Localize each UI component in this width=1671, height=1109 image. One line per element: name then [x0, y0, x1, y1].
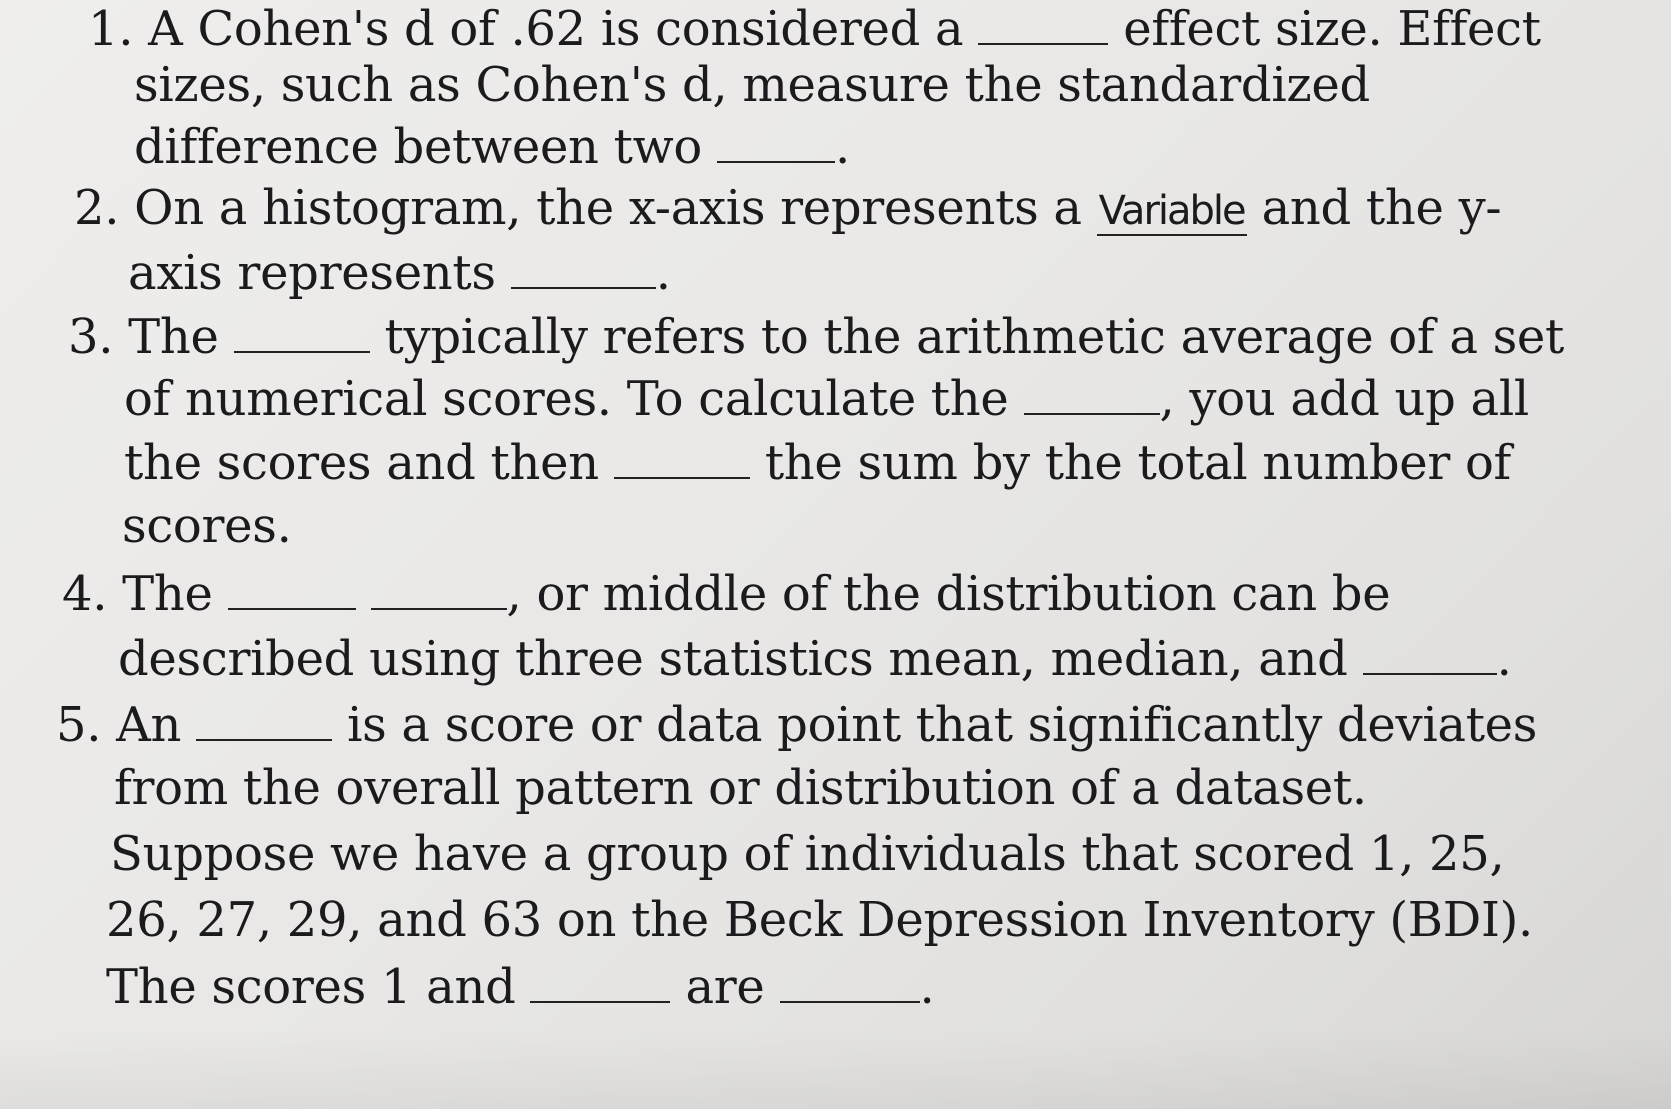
- q2-blank[interactable]: [511, 244, 656, 289]
- q2-text: On a histogram, the x-axis represents a: [134, 180, 1082, 236]
- q5-text: 26, 27, 29, and 63 on the Beck Depression Inventory (BDI).: [106, 892, 1533, 948]
- q5-blank-2[interactable]: [530, 958, 670, 1003]
- q4-blank-1b[interactable]: [371, 565, 507, 610]
- q5-text: are: [685, 959, 765, 1016]
- q5-number: 5.: [56, 697, 102, 754]
- q1-text: effect size. Effect: [1123, 1, 1541, 58]
- q1-line-2: [134, 57, 1370, 113]
- q1-blank-2[interactable]: [717, 118, 835, 163]
- q3-number: 3.: [68, 309, 114, 366]
- q3-text: of numerical scores. To calculate the: [124, 371, 1009, 428]
- q4-text: , or middle of the distribution can be: [506, 566, 1391, 623]
- q1-line-3: [134, 118, 850, 175]
- q3-text: The: [128, 309, 219, 366]
- q3-line-3: [124, 434, 1511, 491]
- q3-blank-2[interactable]: [1024, 370, 1160, 415]
- q1-blank-1[interactable]: [978, 0, 1108, 45]
- q4-line-1: [62, 565, 1390, 622]
- q4-blank-2[interactable]: [1363, 630, 1497, 675]
- q2-period: .: [655, 245, 671, 302]
- q5-text: The scores 1 and: [106, 959, 516, 1016]
- q2-line-1: [74, 180, 1501, 239]
- q3-text: , you add up all: [1159, 371, 1529, 428]
- q3-text: the sum by the total number of: [764, 435, 1512, 492]
- q1-text: difference between two: [134, 119, 702, 176]
- q3-blank-1[interactable]: [234, 308, 370, 353]
- q3-line-4: [122, 498, 292, 554]
- q5-line-3: [110, 826, 1505, 882]
- q1-period: .: [834, 119, 850, 176]
- q5-text: is a score or data point that significantly deviates: [347, 697, 1538, 754]
- q5-blank-3[interactable]: [780, 958, 920, 1003]
- q2-handwritten-answer: Variable: [1098, 188, 1245, 234]
- q4-text: The: [122, 566, 213, 623]
- q4-number: 4.: [62, 566, 108, 623]
- q5-text: An: [116, 697, 182, 754]
- q3-text: the scores and then: [124, 435, 599, 492]
- q2-line-2: [128, 244, 671, 301]
- page-shadow: [0, 1029, 1671, 1109]
- q3-line-1: [68, 308, 1564, 365]
- q5-period: .: [919, 959, 935, 1016]
- q2-text: and the y-: [1261, 180, 1502, 236]
- q1-number: 1.: [88, 1, 134, 58]
- q5-line-1: [56, 696, 1537, 753]
- q5-blank-1[interactable]: [196, 696, 332, 741]
- q3-text: typically refers to the arithmetic average of a set: [384, 309, 1565, 366]
- q5-line-4: [106, 892, 1533, 948]
- q4-text: described using three statistics mean, median, and: [118, 631, 1348, 688]
- q2-number: 2.: [74, 180, 120, 236]
- q3-text: scores.: [122, 498, 292, 554]
- q3-blank-3[interactable]: [614, 434, 750, 479]
- q4-period: .: [1496, 631, 1512, 688]
- q4-line-2: [118, 630, 1512, 687]
- q1-line-1: [88, 0, 1541, 57]
- q5-text: from the overall pattern or distribution of a dataset.: [114, 760, 1367, 816]
- q2-text: axis represents: [128, 245, 496, 302]
- q1-text: A Cohen's d of .62 is considered a: [148, 1, 964, 58]
- q1-text: sizes, such as Cohen's d, measure the standardized: [134, 57, 1370, 113]
- q3-line-2: [124, 370, 1529, 427]
- q5-line-2: [114, 760, 1367, 816]
- q5-line-5: [106, 958, 934, 1015]
- q4-blank-1a[interactable]: [228, 565, 356, 610]
- q5-text: Suppose we have a group of individuals that scored 1, 25,: [110, 826, 1505, 882]
